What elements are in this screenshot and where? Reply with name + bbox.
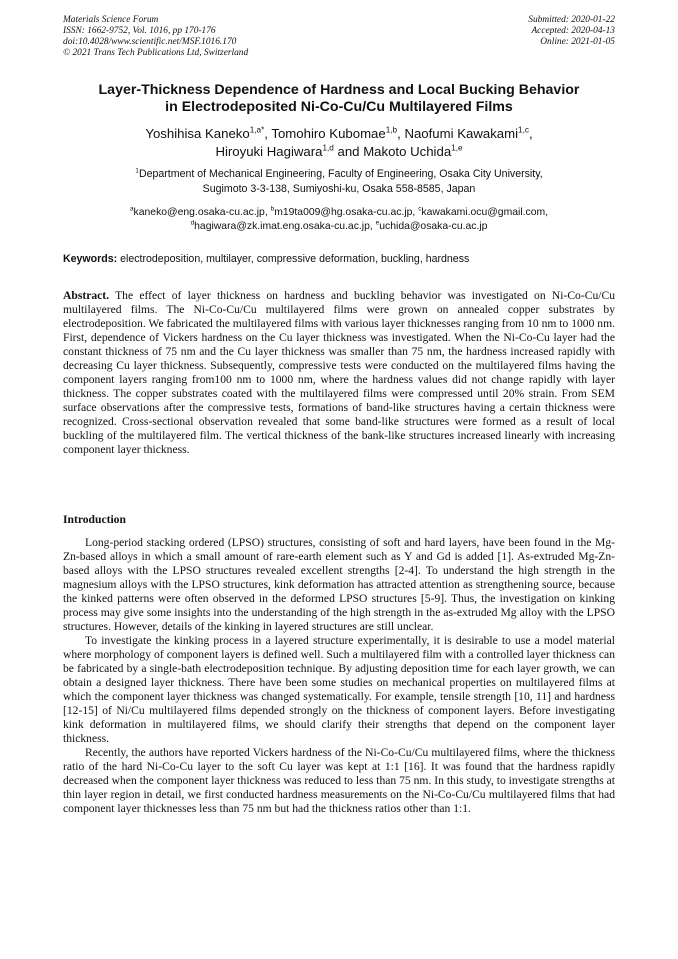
journal-name: Materials Science Forum: [63, 15, 159, 25]
online-date: Online: 2021-01-05: [540, 37, 615, 47]
author-list: [40, 125, 638, 161]
paper-title: [40, 82, 638, 116]
accepted-date: Accepted: 2020-04-13: [531, 26, 615, 36]
paragraph: Recently, the authors have reported Vickers hardness of the Ni-Co-Cu/Cu multilayered films, where the thickness ratio of the hard Ni-Co-Cu layer to the soft Cu layer was kept at 1:1 [16]. It was found that the hardness rapidly decreased when the component layer thickness was reduced to less than 75 nm. In this study, to investigate strengths at thin layer region in detail, we first conducted hardness measurements on the Ni-Co-Cu/Cu multilayered films that had component layer thicknesses less than 75 nm but had the thickness ratios other than 1:1.: [63, 746, 615, 815]
email: $^b$m19ta009@hg.osaka-cu.ac.jp,: [270, 205, 419, 218]
email: $^e$uchida@osaka-cu.ac.jp: [375, 219, 488, 232]
introduction-body: [63, 536, 615, 816]
email: $^c$kawakami.ocu@gmail.com,: [418, 205, 549, 218]
issn: ISSN: 1662-9752, Vol. 1016, pp 170-176: [63, 26, 216, 36]
paragraph: To investigate the kinking process in a layered structure experimentally, it is desirable to use a model material where morphology of component layers is defined well. Such a multilayered film with a controlled layer thickness can be fabricated by a single-bath electrodeposition technique. By adjusting deposition time for each layer growth, we can obtain a designed layer thickness. There have been some studies on mechanical properties on multilayered films at which the component layer thickness was changed systematically. For example, tensile strength [10, 11] and hardness [12-15] of Ni/Cu multilayered films depended strongly on the thickness of component layers. Before investigating kink deformation in multilayered films, we should clarify their strengths that depend on the component layer thickness.: [63, 634, 615, 745]
publication-dates: [528, 15, 615, 48]
submitted-date: Submitted: 2020-01-22: [528, 15, 615, 25]
keywords-text: electrodeposition, multilayer, compressive deformation, buckling, hardness: [117, 253, 470, 265]
author: Makoto Uchida$^{1,e}$: [363, 143, 463, 159]
author: Hiroyuki Hagiwara$^{1,d}$ and: [215, 143, 364, 159]
copyright: © 2021 Trans Tech Publications Ltd, Switzerland: [63, 48, 249, 58]
abstract-text: The effect of layer thickness on hardness and buckling behavior was investigated on Ni-Co-Cu/Cu multilayered films. The Ni-Co-Cu/Cu multilayered films were grown on annealed copper substrates by electrodeposition. We fabricated the multilayered films with various layer thicknesses ranging from 10 nm to 1000 nm. First, dependence of Vickers hardness on the Cu layer thickness was investigated. When the Ni-Co-Cu layer had the constant thickness of 75 nm and the Cu layer thickness was smaller than 75 nm, the hardness increased rapidly with decreasing Cu layer thickness. Subsequently, compressive tests were conducted on the multilayered films having the component layers ranging from100 nm to 1000 nm, where the hardness values did not change rapidly with layer thickness. The copper substrates coated with the multilayered films were compressed until 20% strain. From SEM surface observations after the compressive tests, formations of band-like structures having a certain thickness were recognized. Cross-sectional observation revealed that some band-like structures were formed as a result of local buckling of the multilayered film. The vertical thickness of the bank-like structures increased linearly with increasing component layer thickness.: [63, 289, 615, 456]
author: Tomohiro Kubomae$^{1,b}$,: [271, 125, 405, 141]
keywords-label: Keywords:: [63, 253, 118, 265]
author: Naofumi Kawakami$^{1,c}$,: [404, 125, 533, 141]
title-line-1: Layer-Thickness Dependence of Hardness and Local Bucking Behavior: [98, 82, 580, 98]
title-line-2: in Electrodeposited Ni-Co-Cu/Cu Multilayered Films: [165, 99, 513, 115]
email: $^a$kaneko@eng.osaka-cu.ac.jp,: [129, 205, 271, 218]
email: $^d$hagiwara@zk.imat.eng.osaka-cu.ac.jp,: [190, 219, 376, 232]
abstract-label: Abstract.: [63, 289, 110, 302]
journal-info: [63, 15, 248, 59]
introduction-heading: Introduction: [63, 513, 126, 526]
keywords: [63, 253, 623, 266]
paragraph: Long-period stacking ordered (LPSO) structures, consisting of soft and hard layers, have been found in the Mg-Zn-based alloys in which a small amount of rare-earth element such as Y and Gd is added [1]. As-extruded Mg-Zn-based alloys with the LPSO structures revealed excellent strengths [2-4]. To understand the high strength in the magnesium alloys with the LPSO structures, kink deformation has attracted attention as strengthening source, because the kinked patterns were often observed in the deformed LPSO structures [5-9]. Thus, the investigation on kinking process may give some insights into the understanding of the high strength in the as-extruded Mg alloy with the LPSO structures. However, details of the kinking in layered structures are still unclear.: [63, 536, 615, 633]
abstract: [63, 289, 615, 457]
author-emails: [40, 206, 638, 234]
doi: doi:10.4028/www.scientific.net/MSF.1016.170: [63, 37, 237, 47]
author: Yoshihisa Kaneko$^{1,a*}$,: [145, 125, 272, 141]
affiliation: $^1$Department of Mechanical Engineering, Faculty of Engineering, Osaka City University, Sugimoto 3-3-138, Sumiyoshi-ku, Osaka 558-8585, Japan: [135, 167, 543, 195]
